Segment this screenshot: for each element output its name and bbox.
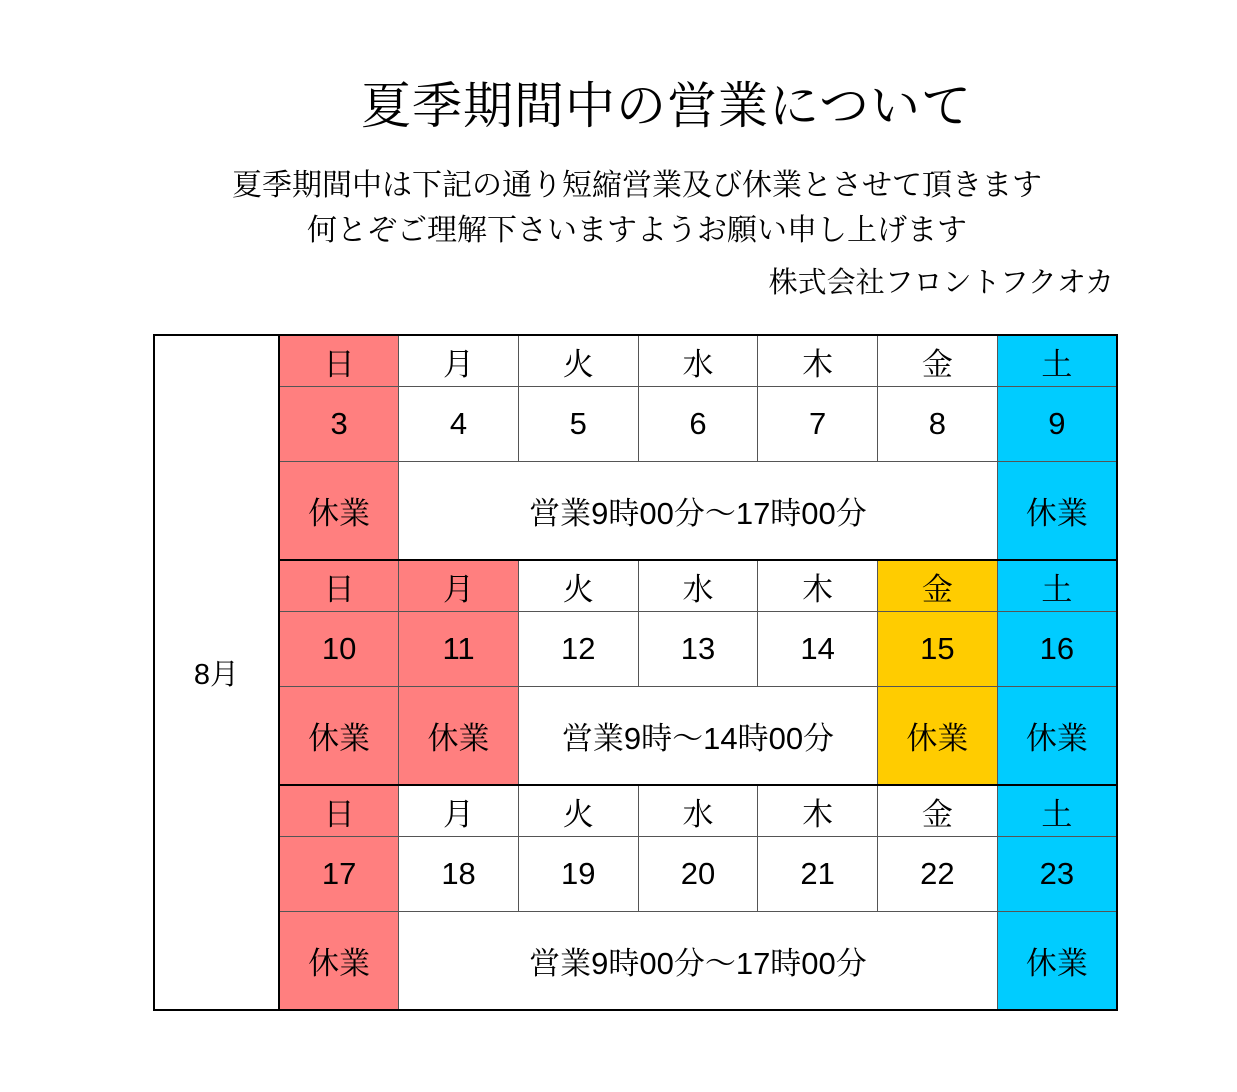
- weekday-wed: 水: [638, 560, 758, 612]
- weekday-fri: 金: [878, 560, 998, 612]
- weekday-tue: 火: [518, 785, 638, 837]
- date-cell: 19: [518, 837, 638, 912]
- closed-status: 休業: [279, 687, 399, 786]
- weekday-sat: 土: [997, 335, 1117, 387]
- date-cell: 8: [878, 387, 998, 462]
- business-hours: 営業9時～14時00分: [518, 687, 877, 786]
- closed-status: 休業: [878, 687, 998, 786]
- week-1-weekday-row: [154, 335, 1117, 387]
- notice-line-2: 何とぞご理解下さいますようお願い申し上げます: [307, 213, 967, 248]
- date-cell: 11: [399, 612, 519, 687]
- date-cell: 20: [638, 837, 758, 912]
- weekday-mon: 月: [399, 560, 519, 612]
- weekday-fri: 金: [878, 335, 998, 387]
- company-name: 株式会社フロントフクオカ: [768, 265, 1114, 299]
- weekday-sun: 日: [279, 785, 399, 837]
- closed-status: 休業: [399, 687, 519, 786]
- closed-status: 休業: [997, 687, 1117, 786]
- date-cell: 17: [279, 837, 399, 912]
- week-3-weekday-row: [154, 785, 1117, 837]
- date-cell: 6: [638, 387, 758, 462]
- week-2-weekday-row: [154, 560, 1117, 612]
- weekday-sat: 土: [997, 560, 1117, 612]
- date-cell: 14: [758, 612, 878, 687]
- weekday-mon: 月: [399, 785, 519, 837]
- date-cell: 12: [518, 612, 638, 687]
- date-cell: 22: [878, 837, 998, 912]
- week-3-status-row: [154, 912, 1117, 1011]
- date-cell: 3: [279, 387, 399, 462]
- closed-status: 休業: [997, 462, 1117, 561]
- weekday-fri: 金: [878, 785, 998, 837]
- weekday-tue: 火: [518, 560, 638, 612]
- weekday-thu: 木: [758, 335, 878, 387]
- date-cell: 23: [997, 837, 1117, 912]
- date-cell: 16: [997, 612, 1117, 687]
- date-cell: 18: [399, 837, 519, 912]
- weekday-tue: 火: [518, 335, 638, 387]
- business-hours: 営業9時00分～17時00分: [399, 462, 998, 561]
- week-1-status-row: [154, 462, 1117, 561]
- week-2-date-row: [154, 612, 1117, 687]
- page-title: 夏季期間中の営業について: [361, 77, 972, 135]
- weekday-sun: 日: [279, 560, 399, 612]
- closed-status: 休業: [997, 912, 1117, 1011]
- week-1-date-row: [154, 387, 1117, 462]
- month-label: 8月: [154, 335, 279, 1010]
- closed-status: 休業: [279, 462, 399, 561]
- week-3-date-row: [154, 837, 1117, 912]
- notice-line-1: 夏季期間中は下記の通り短縮営業及び休業とさせて頂きます: [232, 168, 1042, 203]
- date-cell: 10: [279, 612, 399, 687]
- date-cell: 21: [758, 837, 878, 912]
- weekday-thu: 木: [758, 560, 878, 612]
- business-hours: 営業9時00分～17時00分: [399, 912, 998, 1011]
- date-cell: 7: [758, 387, 878, 462]
- weekday-sat: 土: [997, 785, 1117, 837]
- date-cell: 9: [997, 387, 1117, 462]
- weekday-thu: 木: [758, 785, 878, 837]
- weekday-sun: 日: [279, 335, 399, 387]
- date-cell: 15: [878, 612, 998, 687]
- date-cell: 5: [518, 387, 638, 462]
- schedule-calendar: [153, 334, 1118, 1011]
- week-2-status-row: [154, 687, 1117, 786]
- weekday-wed: 水: [638, 335, 758, 387]
- date-cell: 4: [399, 387, 519, 462]
- date-cell: 13: [638, 612, 758, 687]
- weekday-mon: 月: [399, 335, 519, 387]
- closed-status: 休業: [279, 912, 399, 1011]
- weekday-wed: 水: [638, 785, 758, 837]
